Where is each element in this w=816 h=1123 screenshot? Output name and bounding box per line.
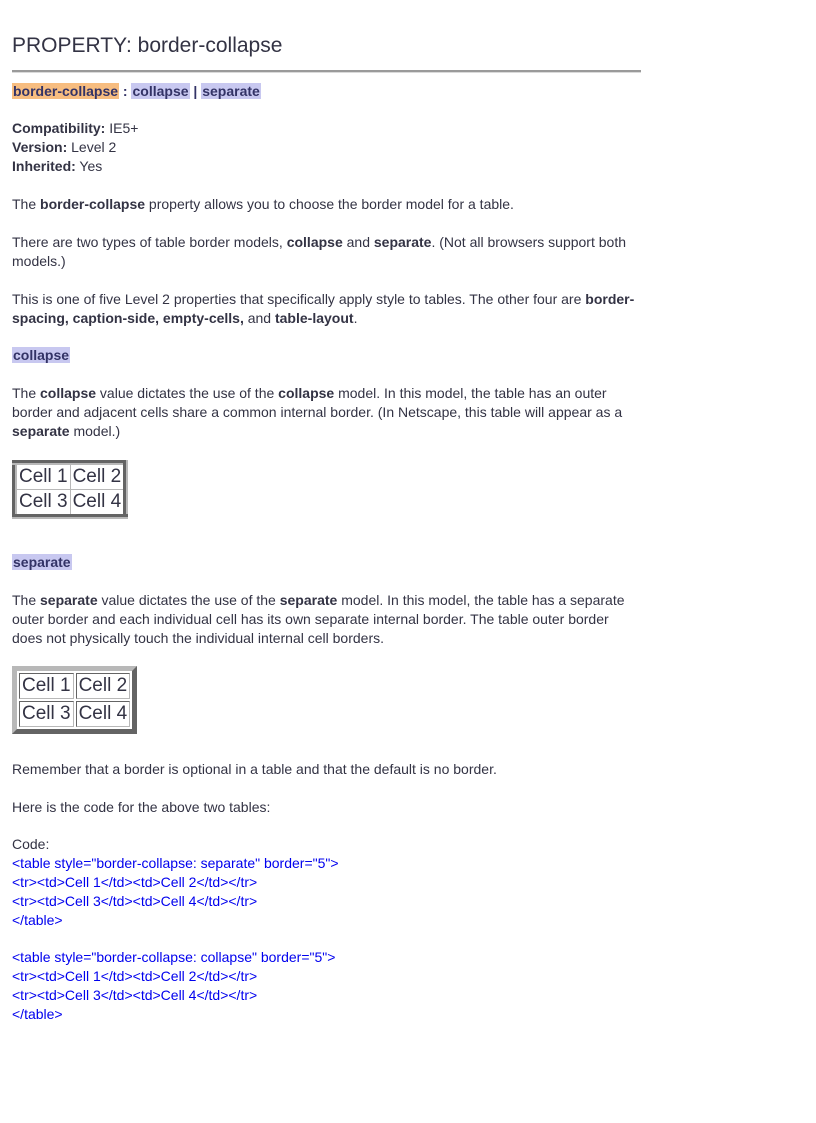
version-line (12, 138, 642, 157)
separate-description (12, 591, 642, 648)
table-row (19, 701, 130, 727)
remember-paragraph: Remember that a border is optional in a table and that the default is no border. (12, 761, 497, 777)
inherited-label: Inherited: (12, 158, 76, 174)
text: The (12, 196, 41, 212)
code-section (12, 835, 642, 1024)
bold-term: separate (12, 423, 70, 439)
table-cell: Cell 2 (76, 673, 131, 699)
table-row (19, 673, 130, 699)
meta-block (12, 119, 642, 176)
code-line: </table> (12, 912, 63, 928)
code-line: <tr><td>Cell 1</td><td>Cell 2</td></tr> (12, 968, 258, 984)
title-divider (12, 70, 641, 73)
text: . (353, 310, 358, 326)
intro-paragraph-1 (12, 195, 642, 214)
collapse-description (12, 384, 642, 441)
syntax-sep-1: : (119, 83, 132, 99)
code-line: <table style="border-collapse: separate" border="5"> (12, 855, 339, 871)
table-cell: Cell 3 (15, 490, 71, 517)
syntax-value-collapse: collapse (132, 83, 189, 99)
syntax-line (12, 82, 261, 101)
separate-heading-row (12, 553, 642, 572)
bold-term: separate (40, 592, 98, 608)
bold-term: collapse (40, 385, 97, 401)
code-line: <tr><td>Cell 3</td><td>Cell 4</td></tr> (12, 893, 258, 909)
inherited-line (12, 157, 642, 176)
inherited-value: Yes (75, 158, 103, 174)
syntax-sep-2: | (189, 83, 202, 99)
text: model.) (69, 423, 121, 439)
intro-paragraph-3 (12, 290, 642, 328)
code-line: </table> (12, 1006, 63, 1022)
collapse-heading: collapse (13, 347, 70, 363)
text: and (243, 310, 275, 326)
syntax-value-separate: separate (202, 83, 260, 99)
text: This is one of five Level 2 properties that specifically apply style to tables. The other four are (12, 291, 586, 307)
text: value dictates the use of the (97, 592, 280, 608)
table-cell: Cell 1 (19, 673, 74, 699)
bold-term: collapse (286, 234, 343, 250)
table-cell: Cell 2 (70, 463, 126, 490)
table-cell: Cell 1 (15, 463, 71, 490)
table-cell: Cell 4 (70, 490, 126, 517)
page-title: PROPERTY: border-collapse (12, 34, 283, 57)
text: model. In this model, the table has a separate outer border and each individual cell has its own separate internal border. The table outer border does not physically touch the individual internal cell borders. (12, 592, 625, 646)
version-value: Level 2 (67, 139, 117, 155)
table-cell: Cell 4 (76, 701, 131, 727)
collapse-demo-table (12, 460, 128, 519)
code-line: <table style="border-collapse: collapse" border="5"> (12, 949, 336, 965)
text: and (342, 234, 374, 250)
text: There are two types of table border models, (12, 234, 287, 250)
collapse-heading-row (12, 346, 642, 365)
separate-heading: separate (13, 554, 71, 570)
text: value dictates the use of the (96, 385, 279, 401)
text: model. In this model, the table has an outer border and adjacent cells share a common internal border. (In Netscape, this table will appear as a (12, 385, 623, 420)
text: The (12, 592, 41, 608)
bold-term: separate (279, 592, 338, 608)
version-label: Version: (12, 139, 68, 155)
table-cell: Cell 3 (19, 701, 74, 727)
code-intro-paragraph: Here is the code for the above two tables: (12, 799, 271, 815)
syntax-property: border-collapse (13, 83, 119, 99)
table-row (15, 463, 126, 490)
text: . (Not all browsers support both models.) (12, 234, 626, 269)
bold-term: border-spacing, caption-side, empty-cells, (12, 291, 635, 326)
code-line: <tr><td>Cell 3</td><td>Cell 4</td></tr> (12, 987, 258, 1003)
code-label: Code: (12, 836, 50, 852)
text: The (12, 385, 41, 401)
compatibility-label: Compatibility: (12, 120, 106, 136)
bold-term: border-collapse (40, 196, 146, 212)
compatibility-line (12, 119, 642, 138)
table-row (15, 490, 126, 517)
bold-term: separate (373, 234, 432, 250)
bold-term: table-layout (274, 310, 354, 326)
code-line: <tr><td>Cell 1</td><td>Cell 2</td></tr> (12, 874, 258, 890)
intro-paragraph-2 (12, 233, 642, 271)
code-block-separate (12, 854, 642, 930)
compatibility-value: IE5+ (105, 120, 139, 136)
code-block-collapse (12, 948, 642, 1024)
bold-term: collapse (278, 385, 335, 401)
text: property allows you to choose the border model for a table. (145, 196, 514, 212)
separate-demo-table (12, 666, 137, 734)
